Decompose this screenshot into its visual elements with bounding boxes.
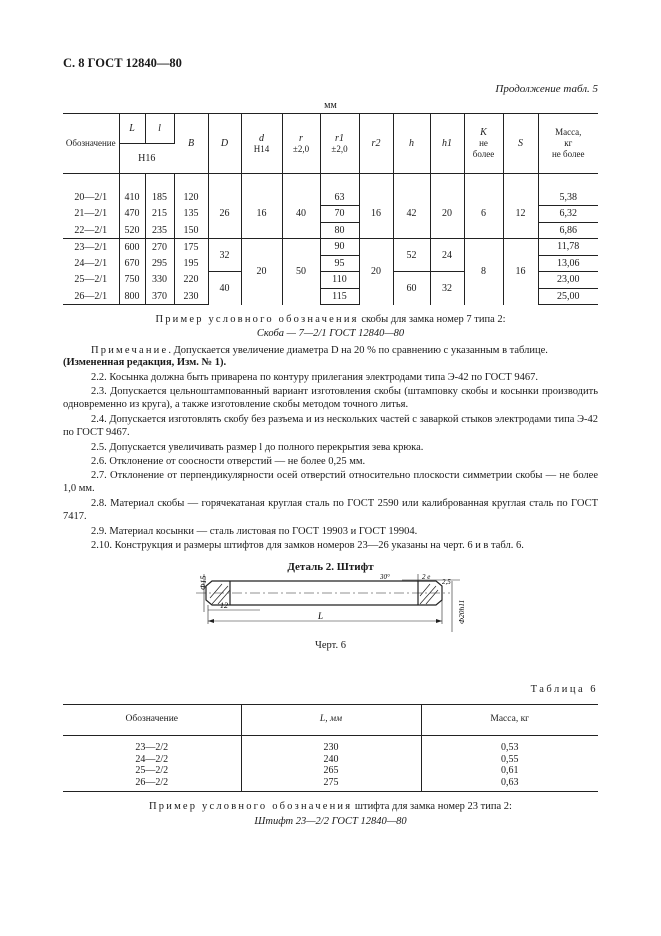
col-header-B: B	[174, 114, 208, 174]
dim-30deg: 30°	[380, 574, 390, 581]
table-row: 25—2/1 750 330 220 40 110 60 32 23,00	[63, 272, 598, 289]
paragraph-2-10: 2.10. Конструкция и размеры штифтов для замков номеров 23—26 указаны на черт. 6 и в табл. 6.	[91, 540, 524, 551]
table-6	[63, 704, 598, 792]
note-paragraph: Примечание. Допускается увеличение диаметра D на 20 % по сравнению с указанным в таблице.	[91, 345, 548, 356]
table-continuation-label: Продолжение табл. 5	[495, 83, 598, 95]
paragraph-2-9: 2.9. Материал косынки — сталь листовая по ГОСТ 19903 и ГОСТ 19904.	[91, 526, 418, 537]
col-header-L: L	[119, 114, 145, 144]
col-header-d: d H14	[241, 114, 282, 174]
example-2-line: Пример условного обозначения штифта для замка номер 23 типа 2:	[149, 801, 512, 812]
paragraph-2-5: 2.5. Допускается увеличивать размер l до полного перекрытия зева крюка.	[91, 442, 424, 453]
table-5	[63, 113, 598, 305]
paragraph-2-4: 2.4. Допускается изготовлять скобу без разъема и из нескольких частей с заваркой стыков электродами типа Э-42 по ГОСТ 9467.	[63, 414, 598, 438]
table-row: 24—2/2 240 0,55	[63, 754, 598, 766]
detail-title: Деталь 2. Штифт	[287, 561, 374, 573]
col-header-mass: Масса, кг не более	[551, 127, 585, 159]
table-row: 23—2/2 230 0,53	[63, 736, 598, 754]
table-row: 25—2/2 265 0,61	[63, 765, 598, 777]
example-1-code: Скоба — 7—2/1 ГОСТ 12840—80	[256, 328, 405, 339]
paragraph-2-7: 2.7. Отклонение от перпендикулярности осей отверстий относительно плоскости симметрии скобы — не более 1,0 мм.	[63, 470, 598, 494]
table-row: 26—2/1 800 370 230 115 25,00	[63, 288, 598, 305]
col-header-r1: r1 ±2,0	[320, 114, 359, 174]
table-row: 21—2/1 470 215 135 70 6,32	[63, 206, 598, 223]
paragraph-2-2: 2.2. Косынка должна быть приварена по контуру прилегания электродами типа Э-42 по ГОСТ 9467.	[91, 372, 538, 383]
table-row: 22—2/1 520 235 150 80 6,86	[63, 222, 598, 239]
table-row: 23—2/1 600 270 175 32 20 50 90 20 52 24 8 16 11,78	[63, 239, 598, 256]
col-header-H16: H16	[138, 153, 156, 164]
col-header-D: D	[208, 114, 241, 174]
col-header-h1: h1	[430, 114, 464, 174]
dim-phi15: Ф15	[199, 575, 208, 590]
col-header-h: h	[393, 114, 430, 174]
pin-drawing	[190, 574, 480, 634]
t6-header-designation: Обозначение	[63, 705, 241, 736]
table-row: 20—2/1 410 185 120 26 16 40 63 16 42 20 6 12 5,38	[63, 190, 598, 206]
table-row: 24—2/1 670 295 195 95 13,06	[63, 255, 598, 272]
col-header-designation: Обозначение	[63, 114, 119, 174]
dim-12: 12	[220, 601, 228, 610]
example-2-code: Штифт 23—2/2 ГОСТ 12840—80	[254, 816, 407, 827]
table-unit-label: мм	[324, 100, 337, 111]
t6-header-mass: Масса, кг	[421, 705, 598, 736]
col-header-r2: r2	[359, 114, 393, 174]
dim-2-5: 2,5	[442, 578, 451, 586]
dim-2e: 2 е	[422, 574, 431, 581]
figure-caption: Черт. 6	[315, 640, 346, 651]
dim-L: L	[318, 611, 324, 621]
col-header-K: K не более	[464, 114, 503, 174]
paragraph-2-3: 2.3. Допускается цельноштампованный вариант изготовления скобы (штамповку скобы и косынки производить одновременно из круга), а также изготовление скобы методом точного литья.	[63, 386, 598, 410]
table-row: 26—2/2 275 0,63	[63, 777, 598, 792]
hatched-holes	[210, 584, 438, 604]
paragraph-2-6: 2.6. Отклонение от соосности отверстий — не более 0,25 мм.	[91, 456, 366, 467]
t6-header-L: L, мм	[241, 705, 421, 736]
col-header-r: r ±2,0	[282, 114, 320, 174]
col-header-S: S	[503, 114, 538, 174]
col-header-l: l	[145, 114, 174, 144]
note-edit-mark: (Измененная редакция, Изм. № 1).	[63, 357, 227, 368]
page-header: С. 8 ГОСТ 12840—80	[63, 56, 182, 70]
paragraph-2-8: 2.8. Материал скобы — горячекатаная круглая сталь по ГОСТ 2590 или калиброванная круглая сталь по ГОСТ 7417.	[63, 498, 598, 522]
example-1-line: Пример условного обозначения скобы для замка номер 7 типа 2:	[155, 314, 506, 325]
table-6-label: Таблица 6	[530, 684, 598, 695]
dim-phi20: Ф20h11	[457, 599, 466, 624]
